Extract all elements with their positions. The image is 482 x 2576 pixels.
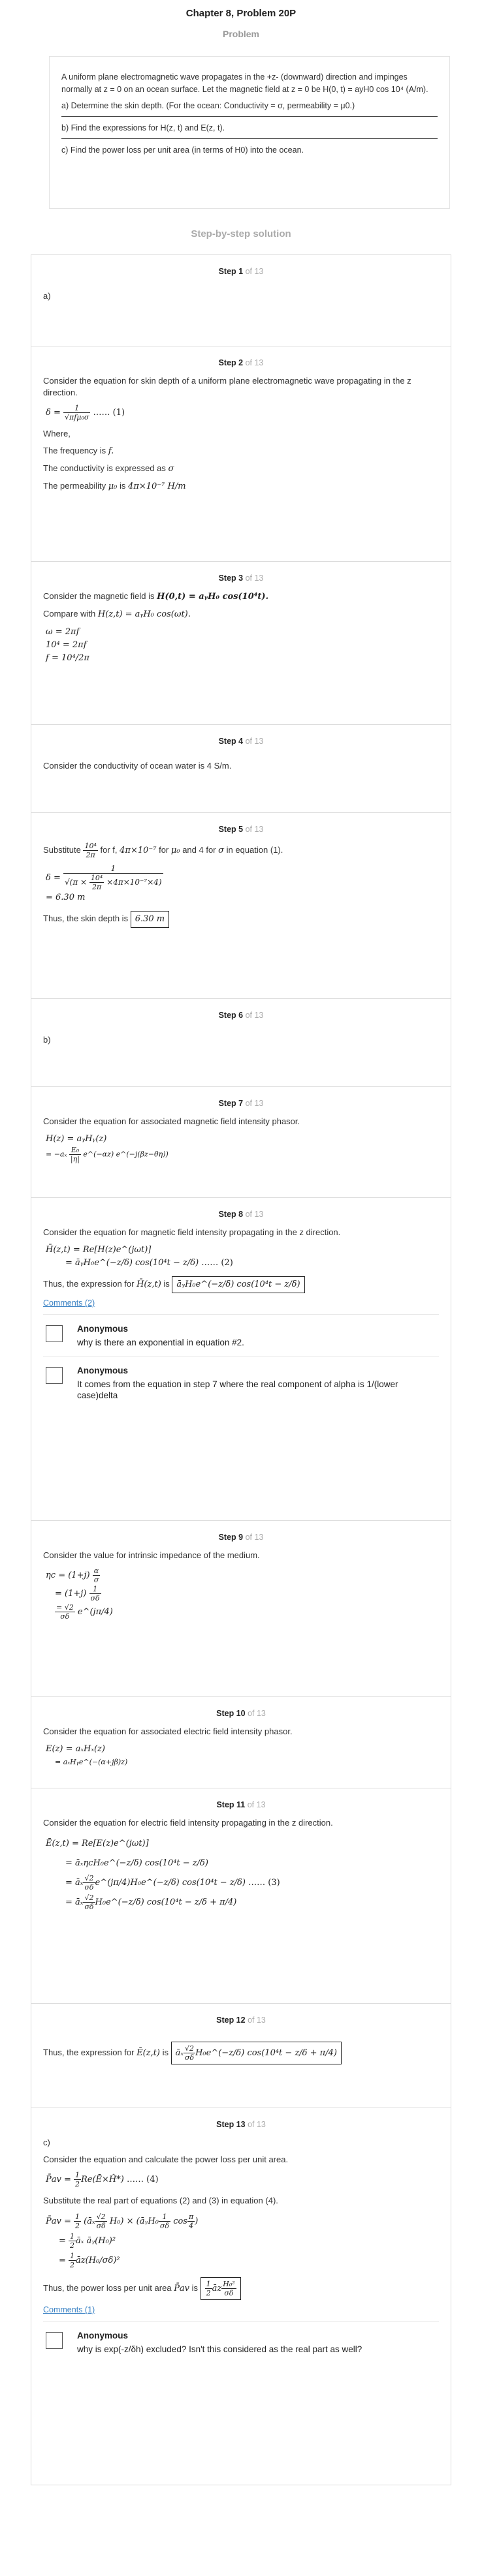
step-text: Consider the equation for associated electric field intensity phasor. (43, 1726, 293, 1736)
electric-field-equation: Ē(z,t) = Re[E(z)e^(jωt)] = āₓηcH₀e^(−z/δ) cos(10⁴t − z/δ) = āₓ $\frac{√2}{\sigma\delta}$ e^(jπ/4)H₀e^(−z/δ) cos(10⁴t − z/δ) …… (3) = āₓ $\frac{√2}{\sigma\delta}$ H₀e^(−z/δ) cos(10⁴t − z/δ + π/4) (46, 1839, 280, 1911)
step-text: The frequency is f. (43, 446, 114, 456)
power-loss-derivation: P̄av = $\frac{1}{2}$ (āₓ $\frac{√2}{\sigma\delta}$ H₀) × (āᵧH₀ $\frac{1}{\sigma\delta}$ cos $\frac{\pi}{4}$ ) = $\frac{1}{2}$ āₓ āᵧ(H₀)² = $\frac{1}{2}$ āz(H₀/σδ)² (46, 2213, 199, 2269)
problem-label: Problem (222, 29, 259, 39)
skin-depth-substitution: δ = 1 √(π × $\frac{\text{10⁴}}{2\pi}$ ×4π×10⁻⁷×4) = 6.30 m (46, 864, 162, 902)
comment-checkbox[interactable] (46, 1367, 63, 1384)
comment (43, 1356, 439, 1409)
step-text: Consider the magnetic field is H(0,t) = aᵧH₀ cos(10⁴t). (43, 591, 269, 602)
step-10 (31, 1696, 451, 1788)
step-text: Thus, the power loss per unit area P̄av is $\frac{1}{2}$ āz $\frac{\text{H₀²}}{\sigma\delta}$ (43, 2277, 439, 2300)
step-header: Step 11 of 13 (216, 1800, 266, 1809)
solution-title: Step-by-step solution (191, 228, 291, 239)
step-header: Step 4 of 13 (218, 737, 264, 746)
comment-author: Anonymous (77, 1366, 129, 1375)
step-header: Step 5 of 13 (218, 825, 264, 834)
answer-box: āₓ $\frac{√2}{\sigma\delta}$ H₀e^(−z/δ) cos(10⁴t − z/δ + π/4) (171, 2042, 342, 2064)
step-12 (31, 2003, 451, 2108)
step-text: Thus, the expression for H̄(z,t) is āᵧH₀e^(−z/δ) cos(10⁴t − z/δ) (43, 1276, 439, 1293)
step-text: Compare with H(z,t) = aᵧH₀ cos(ωt). (43, 609, 191, 619)
problem-part-c: c) Find the power loss per unit area (in terms of H0) into the ocean. (61, 146, 304, 155)
problem-part-b: b) Find the expressions for H(z, t) and E(z, t). (61, 123, 225, 132)
step-11 (31, 1788, 451, 2003)
step-text: Thus, the skin depth is 6.30 m (43, 911, 439, 928)
step-header: Step 6 of 13 (218, 1011, 264, 1020)
step-text: Consider the equation and calculate the power loss per unit area. (43, 2154, 289, 2164)
step-9 (31, 1520, 451, 1696)
comment-checkbox[interactable] (46, 2332, 63, 2349)
step-text: Consider the equation for associated magnetic field intensity phasor. (43, 1116, 300, 1126)
step-header: Step 8 of 13 (218, 1210, 264, 1219)
step-text: Consider the equation for electric field intensity propagating in the z direction. (43, 1818, 333, 1828)
magnetic-field-equation: H̄(z,t) = Re[H(z)e^(jωt)] = āᵧH₀e^(−z/δ) cos(10⁴t − z/δ) …… (2) (46, 1245, 233, 1268)
step-text: a) (43, 291, 51, 301)
step-1 (31, 254, 451, 346)
chapter-title: Chapter 8, Problem 20P (185, 8, 297, 19)
step-7 (31, 1086, 451, 1197)
skin-depth-equation: δ = $\frac{1}{\text{√πfμ₀σ}}$ …… (1) (46, 404, 125, 422)
step-text: Where, (43, 429, 71, 438)
answer-box: $\frac{1}{2}$ āz $\frac{\text{H₀²}}{\sigma\delta}$ (201, 2277, 241, 2300)
step-header: Step 1 of 13 (218, 267, 264, 276)
comment-checkbox[interactable] (46, 1325, 63, 1342)
comment-text: why is there an exponential in equation #2. (77, 1338, 244, 1347)
step-text: The conductivity is expressed as σ (43, 463, 174, 474)
step-text: Consider the conductivity of ocean water is 4 S/m. (43, 761, 232, 771)
comment-author: Anonymous (77, 2331, 129, 2340)
step-8 (31, 1197, 451, 1520)
comment (43, 2321, 439, 2363)
steps-list (31, 254, 451, 2485)
step-header: Step 13 of 13 (216, 2120, 266, 2129)
step-4 (31, 724, 451, 812)
step-6 (31, 998, 451, 1086)
comments-link[interactable]: Comments (2) (43, 1298, 95, 1308)
electric-phasor-equation: E(z) = aₓHₓ(z) = aₓHᵧe^(−(α+jβ)z) (46, 1744, 128, 1766)
step-text: Consider the equation for skin depth of a uniform plane electromagnetic wave propagating in the z direction. (43, 376, 411, 397)
step-header: Step 9 of 13 (218, 1533, 264, 1542)
step-text: c) (43, 2138, 50, 2147)
answer-box: āᵧH₀e^(−z/δ) cos(10⁴t − z/δ) (172, 1276, 304, 1293)
step-text: Consider the value for intrinsic impedance of the medium. (43, 1550, 260, 1560)
problem-statement (49, 56, 450, 209)
step-text: b) (43, 1035, 51, 1045)
step-13 (31, 2108, 451, 2485)
frequency-derivation: ω = 2πf 10⁴ = 2πf f = 10⁴/2π (46, 627, 89, 663)
step-header: Step 3 of 13 (218, 574, 264, 583)
step-header: Step 7 of 13 (218, 1099, 264, 1108)
comment-text: why is exp(-z/δh) excluded? Isn't this considered as the real part as well? (77, 2344, 362, 2354)
step-3 (31, 561, 451, 724)
step-text: Substitute $\frac{\text{10⁴}}{2\pi}$ for f, 4π×10⁻⁷ for μ₀ and 4 for σ in equation (1). (43, 842, 283, 859)
step-2 (31, 346, 451, 561)
step-text: Thus, the expression for Ē(z,t) is āₓ $\frac{√2}{\sigma\delta}$ H₀e^(−z/δ) cos(10⁴t − z/δ + π/4) (43, 2042, 439, 2064)
step-text: The permeability μ₀ is 4π×10⁻⁷ H/m (43, 481, 186, 491)
power-loss-equation: P̄av = $\frac{1}{2}$ Re(Ē×Ĥ*) …… (4) (46, 2171, 159, 2188)
step-header: Step 2 of 13 (218, 358, 264, 367)
problem-part-a: a) Determine the skin depth. (For the ocean: Conductivity = σ, permeability = μ0.) (61, 101, 355, 110)
comments-link[interactable]: Comments (1) (43, 2305, 95, 2314)
magnetic-phasor-equation: H(z) = aᵧHᵧ(z) = −aₓ $\frac{\text{E₀}}{|\eta|}$ e^(−αz) e^(−j(βz−θη)) (46, 1134, 169, 1163)
step-text: Consider the equation for magnetic field intensity propagating in the z direction. (43, 1227, 341, 1237)
problem-text: A uniform plane electromagnetic wave propagates in the +z- (downward) direction and impinges normally at z = 0 on an ocean surface. Let the magnetic field at z = 0 be H(0, t) = ayH0 cos 10⁴ (A/m). (61, 72, 428, 94)
answer-box: 6.30 m (131, 911, 169, 928)
comment-author: Anonymous (77, 1324, 129, 1334)
step-text: Substitute the real part of equations (2) and (3) in equation (4). (43, 2196, 278, 2205)
comment (43, 1314, 439, 1356)
step-header: Step 12 of 13 (216, 2016, 266, 2025)
impedance-equation: ηc = (1+j) $\frac{\alpha}{\sigma}$ = (1+j) $\frac{1}{\sigma\delta}$ $\frac{= √2}{\sigma\delta}$ e^(jπ/4) (46, 1567, 113, 1621)
comment-text: It comes from the equation in step 7 where the real component of alpha is 1/(lower case)delta (77, 1379, 398, 1400)
step-5 (31, 812, 451, 998)
step-header: Step 10 of 13 (216, 1709, 266, 1718)
